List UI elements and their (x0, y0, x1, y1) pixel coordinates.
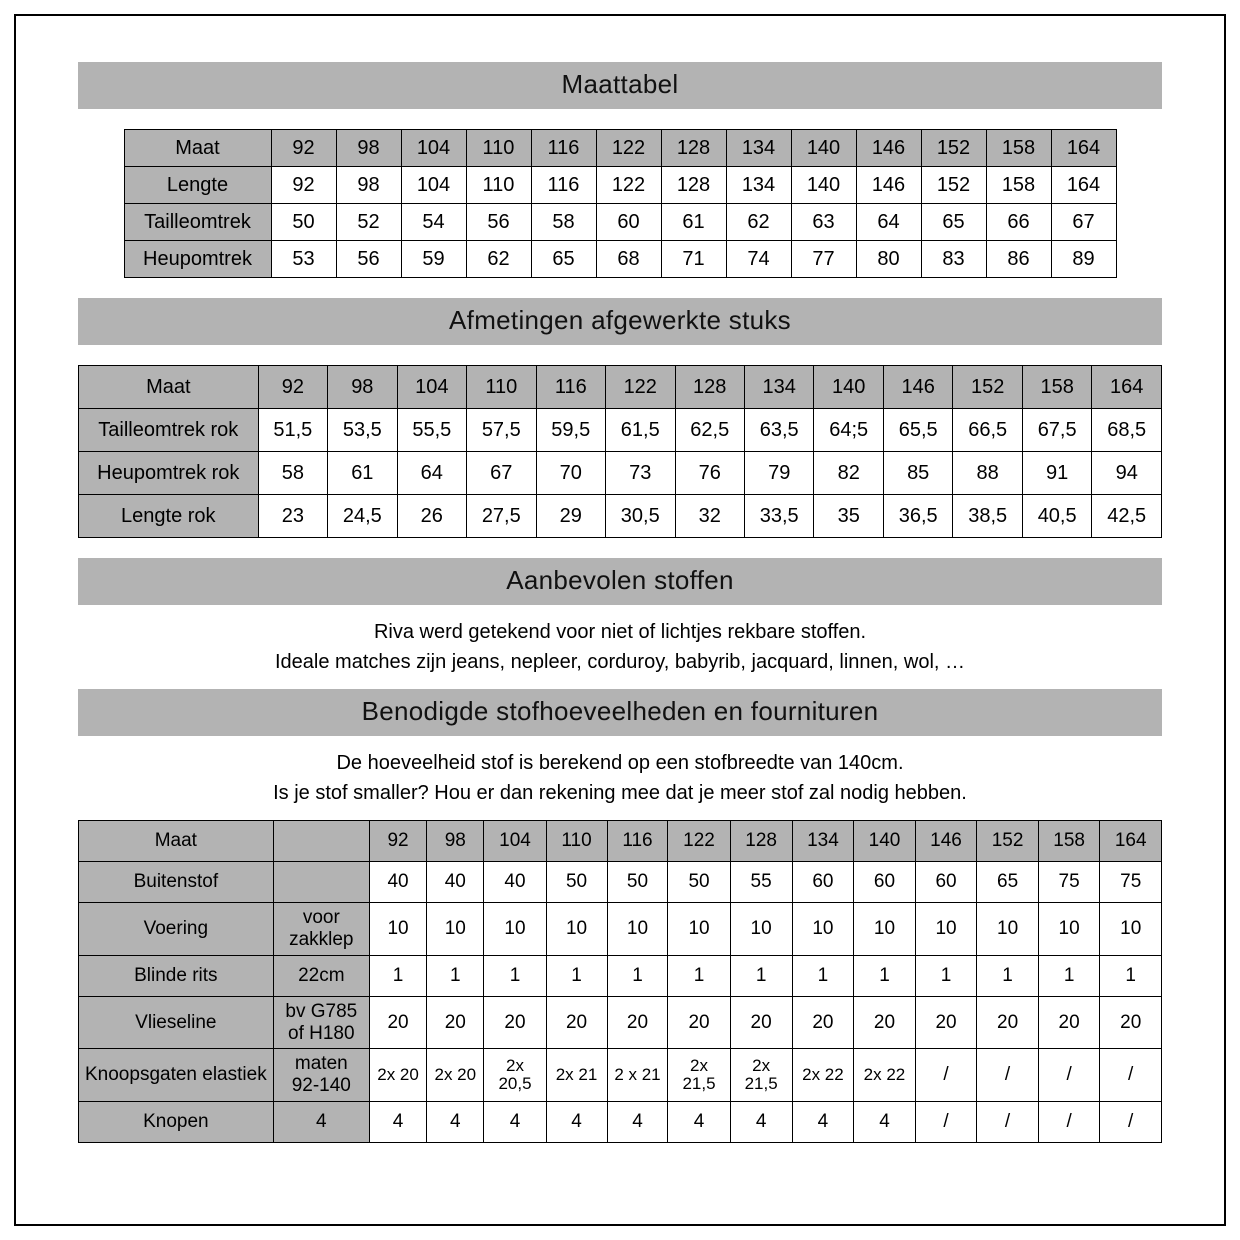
row-label: Maat (79, 366, 259, 409)
cell: 1 (1100, 955, 1162, 996)
cell: 20 (607, 996, 668, 1049)
cell: 1 (427, 955, 484, 996)
cell: 53,5 (328, 409, 397, 452)
cell: 1 (607, 955, 668, 996)
cell: 2x 21,5 (730, 1049, 792, 1102)
cell: 50 (607, 862, 668, 903)
cell: 104 (401, 167, 466, 204)
table-row (79, 495, 1162, 538)
table-row (79, 409, 1162, 452)
cell: 164 (1100, 821, 1162, 862)
row-label: Voering (79, 903, 274, 956)
cell: 158 (1022, 366, 1091, 409)
cell: 67,5 (1022, 409, 1091, 452)
cell: 10 (730, 903, 792, 956)
cell: 1 (1038, 955, 1100, 996)
row-label: Lengte rok (79, 495, 259, 538)
table-row (124, 130, 1116, 167)
cell: 50 (546, 862, 607, 903)
cell: 152 (921, 130, 986, 167)
cell: 4 (369, 1102, 426, 1143)
row-note (273, 862, 369, 903)
cell: 98 (427, 821, 484, 862)
cell: 62,5 (675, 409, 744, 452)
cell: 94 (1092, 452, 1162, 495)
row-note: 22cm (273, 955, 369, 996)
cell: 42,5 (1092, 495, 1162, 538)
cell: 61 (661, 204, 726, 241)
cell: 140 (854, 821, 916, 862)
table-row (79, 1049, 1162, 1102)
cell: 4 (427, 1102, 484, 1143)
cell: 20 (915, 996, 977, 1049)
size-chart-table (124, 129, 1117, 278)
cell: 80 (856, 241, 921, 278)
cell: 83 (921, 241, 986, 278)
cell: 4 (546, 1102, 607, 1143)
cell: 65 (921, 204, 986, 241)
cell: / (1100, 1102, 1162, 1143)
cell: 56 (336, 241, 401, 278)
cell: / (1038, 1049, 1100, 1102)
cell: 73 (606, 452, 675, 495)
cell: 52 (336, 204, 401, 241)
table-row (124, 167, 1116, 204)
cell: 86 (986, 241, 1051, 278)
cell: 65 (531, 241, 596, 278)
yardage-table-wrapper (78, 820, 1162, 1143)
cell: 10 (546, 903, 607, 956)
table-row (79, 903, 1162, 956)
cell: 164 (1092, 366, 1162, 409)
row-label: Heupomtrek (124, 241, 271, 278)
row-label: Heupomtrek rok (79, 452, 259, 495)
cell: 62 (466, 241, 531, 278)
cell: 146 (856, 130, 921, 167)
cell: 20 (1100, 996, 1162, 1049)
cell: 40 (484, 862, 546, 903)
cell: 98 (336, 167, 401, 204)
cell: 140 (791, 130, 856, 167)
cell: 20 (427, 996, 484, 1049)
cell: 64 (856, 204, 921, 241)
table-row (79, 452, 1162, 495)
cell: 164 (1051, 130, 1116, 167)
cell: 92 (271, 130, 336, 167)
cell: 54 (401, 204, 466, 241)
cell: 55,5 (397, 409, 466, 452)
cell: 85 (883, 452, 952, 495)
table-row (79, 366, 1162, 409)
cell: 61,5 (606, 409, 675, 452)
table-row (79, 955, 1162, 996)
cell: 146 (883, 366, 952, 409)
cell: 2x 21 (546, 1049, 607, 1102)
cell: 2x 20,5 (484, 1049, 546, 1102)
cell: 66 (986, 204, 1051, 241)
cell: 65 (977, 862, 1039, 903)
cell: 51,5 (258, 409, 327, 452)
cell: 58 (531, 204, 596, 241)
cell: 4 (484, 1102, 546, 1143)
cell: 91 (1022, 452, 1091, 495)
cell: 64;5 (814, 409, 883, 452)
row-label: Buitenstof (79, 862, 274, 903)
cell: 10 (369, 903, 426, 956)
cell: 98 (328, 366, 397, 409)
cell: 104 (401, 130, 466, 167)
fabrics-line-2: Ideale matches zijn jeans, nepleer, corduroy, babyrib, jacquard, linnen, wol, … (274, 651, 965, 673)
row-label: Maat (124, 130, 271, 167)
cell: 104 (397, 366, 466, 409)
cell: 20 (668, 996, 730, 1049)
cell: 40 (427, 862, 484, 903)
table-row (79, 862, 1162, 903)
cell: 10 (484, 903, 546, 956)
row-label: Lengte (124, 167, 271, 204)
cell: 32 (675, 495, 744, 538)
cell: 75 (1100, 862, 1162, 903)
cell: 20 (546, 996, 607, 1049)
cell: 59 (401, 241, 466, 278)
cell: 68,5 (1092, 409, 1162, 452)
cell: 66,5 (953, 409, 1022, 452)
cell: 1 (484, 955, 546, 996)
cell: 24,5 (328, 495, 397, 538)
cell: 20 (977, 996, 1039, 1049)
cell: 146 (915, 821, 977, 862)
cell: 58 (258, 452, 327, 495)
cell: 55 (730, 862, 792, 903)
cell: 50 (271, 204, 336, 241)
cell: 64 (397, 452, 466, 495)
cell: 152 (953, 366, 1022, 409)
yardage-description (78, 748, 1162, 808)
cell: 92 (369, 821, 426, 862)
cell: 61 (328, 452, 397, 495)
cell: 10 (607, 903, 668, 956)
cell: 88 (953, 452, 1022, 495)
cell: 110 (466, 130, 531, 167)
cell: 140 (791, 167, 856, 204)
cell: 10 (427, 903, 484, 956)
cell: 104 (484, 821, 546, 862)
cell: 10 (1038, 903, 1100, 956)
cell: 158 (1038, 821, 1100, 862)
cell: 60 (915, 862, 977, 903)
cell: 10 (915, 903, 977, 956)
fabrics-line-1: Riva werd getekend voor niet of lichtjes rekbare stoffen. (373, 621, 867, 643)
cell: 158 (986, 167, 1051, 204)
cell: 134 (726, 130, 791, 167)
cell: 4 (792, 1102, 854, 1143)
cell: 20 (484, 996, 546, 1049)
cell: 128 (675, 366, 744, 409)
cell: 10 (1100, 903, 1162, 956)
cell: 4 (668, 1102, 730, 1143)
cell: 10 (977, 903, 1039, 956)
cell: 60 (792, 862, 854, 903)
row-note: 4 (273, 1102, 369, 1143)
table-row (79, 996, 1162, 1049)
cell: 20 (369, 996, 426, 1049)
cell: 74 (726, 241, 791, 278)
cell: 116 (607, 821, 668, 862)
cell: 67 (1051, 204, 1116, 241)
cell: 65,5 (883, 409, 952, 452)
cell: 110 (466, 167, 531, 204)
cell: 140 (814, 366, 883, 409)
cell: 36,5 (883, 495, 952, 538)
size-chart-table-wrapper (78, 129, 1162, 278)
cell: 1 (854, 955, 916, 996)
cell: 122 (606, 366, 675, 409)
cell: 89 (1051, 241, 1116, 278)
cell: 152 (921, 167, 986, 204)
section-title-fabrics: Aanbevolen stoffen (78, 558, 1162, 605)
cell: 59,5 (536, 409, 605, 452)
cell: 2x 20 (369, 1049, 426, 1102)
cell: 56 (466, 204, 531, 241)
cell: 20 (1038, 996, 1100, 1049)
cell: 1 (792, 955, 854, 996)
cell: 29 (536, 495, 605, 538)
cell: 116 (531, 167, 596, 204)
fabrics-description (78, 617, 1162, 677)
cell: / (915, 1049, 977, 1102)
cell: 1 (730, 955, 792, 996)
cell: 71 (661, 241, 726, 278)
cell: 122 (668, 821, 730, 862)
cell: 128 (661, 167, 726, 204)
cell: 2x 21,5 (668, 1049, 730, 1102)
cell: 27,5 (467, 495, 536, 538)
row-note: maten 92-140 (273, 1049, 369, 1102)
cell: 40 (369, 862, 426, 903)
section-title-yardage: Benodigde stofhoeveelheden en fournituren (78, 689, 1162, 736)
cell: 50 (668, 862, 730, 903)
cell: 1 (668, 955, 730, 996)
finished-measurements-table-wrapper (78, 365, 1162, 538)
cell: 2x 22 (792, 1049, 854, 1102)
cell: 152 (977, 821, 1039, 862)
row-note (273, 821, 369, 862)
row-note: bv G785 of H180 (273, 996, 369, 1049)
cell: 68 (596, 241, 661, 278)
cell: 1 (977, 955, 1039, 996)
cell: 76 (675, 452, 744, 495)
section-title-size-chart: Maattabel (78, 62, 1162, 109)
cell: 10 (792, 903, 854, 956)
cell: 79 (744, 452, 813, 495)
row-label: Blinde rits (79, 955, 274, 996)
cell: 75 (1038, 862, 1100, 903)
cell: 63,5 (744, 409, 813, 452)
cell: 4 (730, 1102, 792, 1143)
cell: 122 (596, 130, 661, 167)
row-label: Tailleomtrek (124, 204, 271, 241)
cell: 62 (726, 204, 791, 241)
cell: 2 x 21 (607, 1049, 668, 1102)
cell: 122 (596, 167, 661, 204)
cell: 20 (854, 996, 916, 1049)
cell: 35 (814, 495, 883, 538)
cell: 77 (791, 241, 856, 278)
yardage-line-2: Is je stof smaller? Hou er dan rekening mee dat je meer stof zal nodig hebben. (273, 782, 967, 804)
yardage-line-1: De hoeveelheid stof is berekend op een stofbreedte van 140cm. (336, 752, 904, 774)
cell: 10 (854, 903, 916, 956)
cell: 63 (791, 204, 856, 241)
cell: 2x 22 (854, 1049, 916, 1102)
cell: 30,5 (606, 495, 675, 538)
cell: 134 (744, 366, 813, 409)
cell: 70 (536, 452, 605, 495)
cell: 60 (596, 204, 661, 241)
cell: / (977, 1102, 1039, 1143)
section-title-finished-measurements: Afmetingen afgewerkte stuks (78, 298, 1162, 345)
cell: / (977, 1049, 1039, 1102)
cell: 110 (546, 821, 607, 862)
row-label: Knoopsgaten elastiek (79, 1049, 274, 1102)
cell: 98 (336, 130, 401, 167)
cell: 92 (258, 366, 327, 409)
cell: 82 (814, 452, 883, 495)
cell: 146 (856, 167, 921, 204)
row-label: Maat (79, 821, 274, 862)
table-row (124, 204, 1116, 241)
cell: 1 (369, 955, 426, 996)
cell: 53 (271, 241, 336, 278)
cell: 164 (1051, 167, 1116, 204)
row-note: voor zakklep (273, 903, 369, 956)
cell: 33,5 (744, 495, 813, 538)
cell: / (915, 1102, 977, 1143)
yardage-table (78, 820, 1162, 1143)
cell: 38,5 (953, 495, 1022, 538)
cell: 92 (271, 167, 336, 204)
cell: 4 (607, 1102, 668, 1143)
cell: / (1038, 1102, 1100, 1143)
cell: 57,5 (467, 409, 536, 452)
cell: 67 (467, 452, 536, 495)
cell: / (1100, 1049, 1162, 1102)
cell: 116 (536, 366, 605, 409)
row-label: Tailleomtrek rok (79, 409, 259, 452)
cell: 60 (854, 862, 916, 903)
cell: 1 (915, 955, 977, 996)
table-row (79, 1102, 1162, 1143)
cell: 134 (726, 167, 791, 204)
cell: 20 (792, 996, 854, 1049)
cell: 40,5 (1022, 495, 1091, 538)
table-row (124, 241, 1116, 278)
row-label: Knopen (79, 1102, 274, 1143)
cell: 2x 20 (427, 1049, 484, 1102)
cell: 4 (854, 1102, 916, 1143)
cell: 134 (792, 821, 854, 862)
cell: 10 (668, 903, 730, 956)
cell: 20 (730, 996, 792, 1049)
cell: 128 (730, 821, 792, 862)
cell: 1 (546, 955, 607, 996)
table-row (79, 821, 1162, 862)
cell: 116 (531, 130, 596, 167)
cell: 23 (258, 495, 327, 538)
cell: 26 (397, 495, 466, 538)
cell: 110 (467, 366, 536, 409)
cell: 128 (661, 130, 726, 167)
row-label: Vlieseline (79, 996, 274, 1049)
cell: 158 (986, 130, 1051, 167)
finished-measurements-table (78, 365, 1162, 538)
